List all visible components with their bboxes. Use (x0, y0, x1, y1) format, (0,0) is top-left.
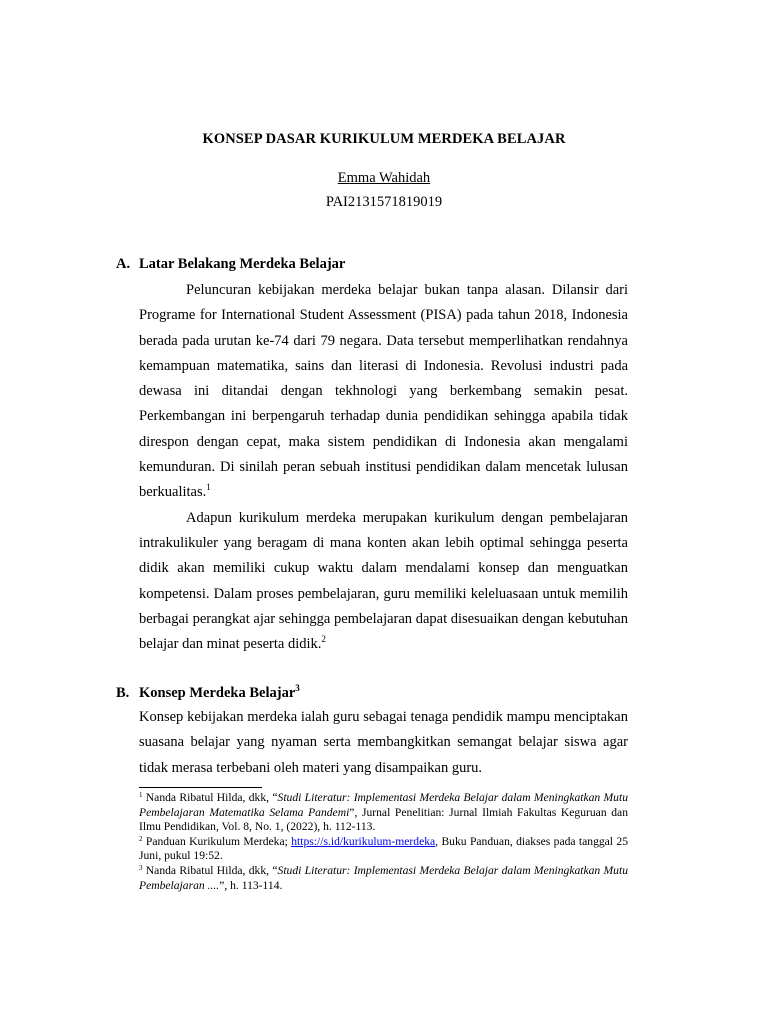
footnote-number: 2 (139, 834, 143, 843)
footnote-ref-1: 1 (206, 482, 211, 493)
footnote-text: Nanda Ribatul Hilda, dkk, “ (142, 863, 278, 877)
footnote-2 (139, 835, 628, 864)
footnote-1 (139, 791, 628, 835)
footnote-number: 3 (139, 863, 143, 872)
section-b-body (139, 705, 628, 781)
footnote-source-title: Studi Literatur: Implementasi Merdeka Belajar dalam Meningkatkan Mutu Pembelajaran Matematika Selama Pandemi (139, 791, 628, 819)
section-a-letter: A. (116, 256, 131, 272)
footnote-ref-3: 3 (295, 683, 300, 693)
section-b-heading (116, 683, 300, 702)
author-name: Emma Wahidah (337, 170, 431, 186)
footnote-ref-2: 2 (321, 634, 326, 645)
section-b-title: Konsep Merdeka Belajar (139, 684, 296, 701)
footnote-text: , Buku Panduan, diakses pada tanggal 25 Juni, pukul 19:52. (139, 834, 628, 863)
section-a-paragraph-1 (139, 278, 628, 506)
footnote-link[interactable]: https://s.id/kurikulum-merdeka (291, 834, 436, 848)
footnote-text: Panduan Kurikulum Merdeka; (142, 834, 292, 848)
section-a-body (139, 278, 628, 657)
paragraph-text: Peluncuran kebijakan merdeka belajar bukan tanpa alasan. Dilansir dari Programe for International Student Assessment (PISA) pada tahun 2018, Indonesia berada pada urutan ke-74 dari 79 negara. Data tersebut memperlihatkan rendahnya kemampuan matematika, sains dan literasi di Indonesia. Revolusi industri pada dewasa ini ditandai dengan tekhnologi yang berkembang semakin pesat. Perkembangan ini berpengaruh terhadap dunia pendidikan sehingga apabila tidak direspon dengan cepat, maka sistem pendidikan di Indonesia akan mengalami kemunduran. Di sinilah peran sebuah institusi pendidikan dalam mencetak lulusan berkualitas. (139, 282, 628, 501)
section-a-paragraph-2 (139, 506, 628, 658)
section-b-letter: B. (116, 684, 130, 701)
footnote-3 (139, 864, 628, 893)
section-b-paragraph-1: Konsep kebijakan merdeka ialah guru sebagai tenaga pendidik mampu menciptakan suasana belajar yang nyaman serta membangkitkan semangat belajar siswa agar tidak merasa terbebani oleh materi yang disampaikan guru. (139, 709, 628, 776)
footnote-separator (139, 787, 262, 788)
footnote-number: 1 (139, 791, 143, 799)
student-id: PAI2131571819019 (325, 194, 443, 210)
section-a-heading (116, 256, 345, 273)
footnotes (139, 791, 628, 893)
footnote-text: ”, h. 113-114. (219, 878, 283, 892)
paragraph-text: Adapun kurikulum merdeka merupakan kurikulum dengan pembelajaran intrakulikuler yang beragam di mana konten akan lebih optimal sehingga peserta didik akan memiliki cukup waktu dalam mendalami konsep dan menguatkan kompetensi. Dalam proses pembelajaran, guru memiliki keleluasaan untuk memilih berbagai perangkat ajar sehingga pembelajaran dapat disesuaikan dengan kebutuhan belajar dan minat peserta didik. (139, 509, 628, 653)
document-title: KONSEP DASAR KURIKULUM MERDEKA BELAJAR (202, 131, 566, 147)
footnote-text: ”, Jurnal Penelitian: Jurnal Ilmiah Fakultas Keguruan dan Ilmu Pendidikan, Vol. 8, No. 1, (2022), h. 112-113. (139, 805, 628, 834)
footnote-source-title: Studi Literatur: Implementasi Merdeka Belajar dalam Meningkatkan Mutu Pembelajaran .... (139, 863, 628, 892)
section-a-title: Latar Belakang Merdeka Belajar (139, 256, 346, 272)
footnote-text: Nanda Ribatul Hilda, dkk, “ (142, 791, 278, 804)
